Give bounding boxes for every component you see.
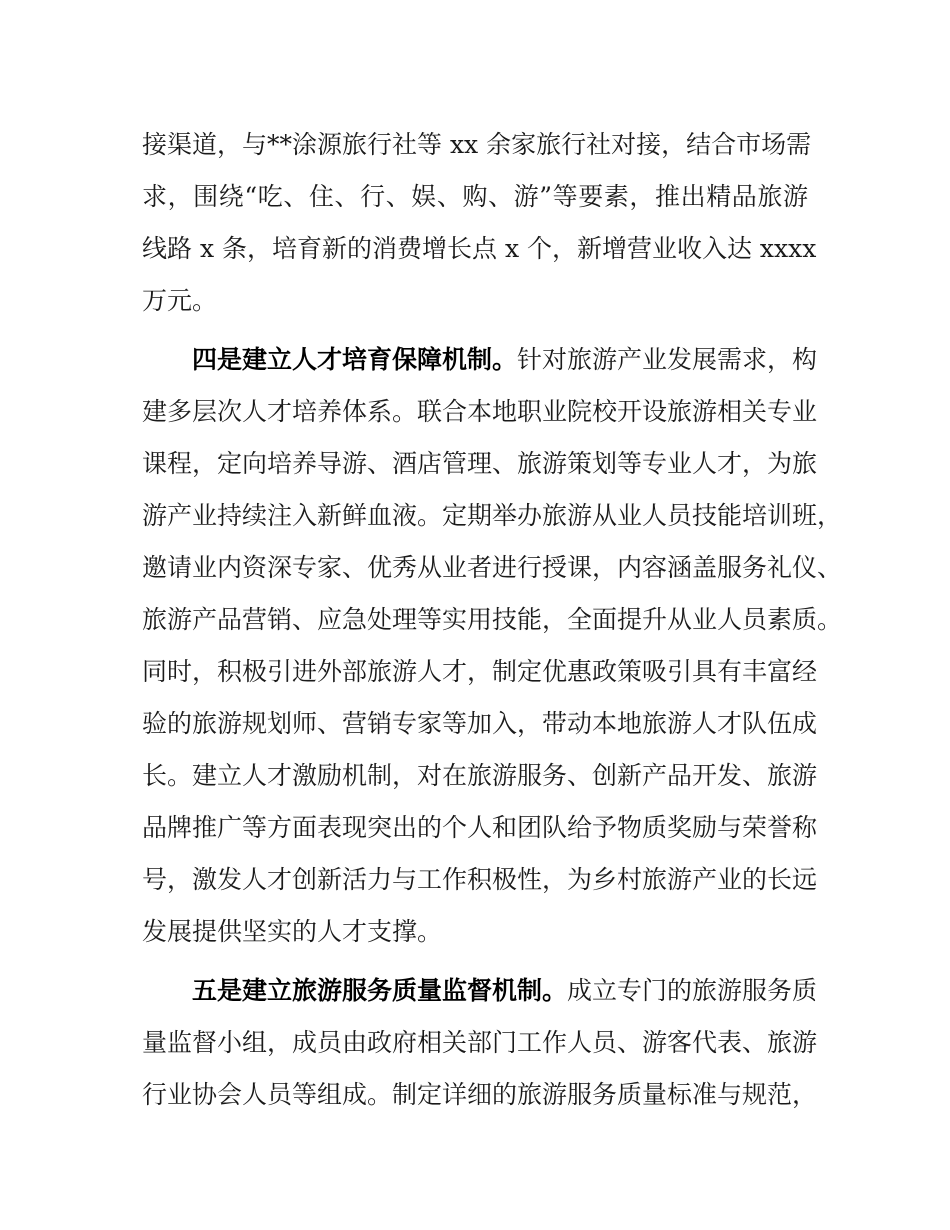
line-text: 针对旅游产业发展需求，构	[517, 345, 818, 374]
text-line	[142, 965, 818, 1017]
text-line	[142, 542, 843, 594]
text-line	[142, 750, 818, 802]
text-line	[142, 438, 818, 490]
line-text: 求，围绕“吃、住、行、娱、购、游”等要素，推出精品旅游	[142, 182, 808, 211]
line-text: 号，激发人才创新活力与工作积极性，为乡村旅游产业的长远	[142, 865, 818, 894]
line-text: 邀请业内资深专家、优秀从业者进行授课，内容涵盖服务礼仪、	[142, 553, 843, 582]
line-text: 建多层次人才培养体系。联合本地职业院校开设旅游相关专业	[142, 397, 818, 426]
line-text: 成立专门的旅游服务质	[567, 976, 818, 1005]
text-line	[142, 594, 843, 646]
line-text: 旅游产品营销、应急处理等实用技能，全面提升从业人员素质。	[142, 605, 843, 634]
text-line	[142, 698, 818, 750]
line-text: 课程，定向培养导游、酒店管理、旅游策划等专业人才，为旅	[142, 449, 818, 478]
paragraph	[142, 334, 843, 958]
text-line	[142, 854, 818, 906]
text-line	[142, 906, 808, 958]
text-line	[142, 802, 818, 854]
text-line	[142, 1069, 818, 1121]
line-text: 万元。	[142, 286, 218, 315]
paragraph	[142, 119, 817, 327]
text-line	[142, 275, 808, 327]
paragraph-heading: 五是建立旅游服务质量监督机制。	[192, 976, 568, 1005]
text-line	[142, 1017, 818, 1069]
line-text: 线路 x 条，培育新的消费增长点 x 个，新增营业收入达 xxxx	[142, 234, 817, 263]
text-line	[142, 334, 818, 386]
line-text: 量监督小组，成员由政府相关部门工作人员、游客代表、旅游	[142, 1028, 818, 1057]
text-line	[142, 171, 808, 223]
line-text: 接渠道，与**涂源旅行社等 xx 余家旅行社对接，结合市场需	[142, 130, 812, 159]
text-line	[142, 490, 843, 542]
document-page	[142, 119, 843, 1128]
paragraph-heading: 四是建立人才培育保障机制。	[192, 345, 518, 374]
line-text: 长。建立人才激励机制，对在旅游服务、创新产品开发、旅游	[142, 761, 818, 790]
text-line	[142, 646, 818, 698]
line-text: 品牌推广等方面表现突出的个人和团队给予物质奖励与荣誉称	[142, 813, 818, 842]
line-text: 行业协会人员等组成。制定详细的旅游服务质量标准与规范，	[142, 1080, 818, 1109]
line-text: 发展提供坚实的人才支撑。	[142, 917, 443, 946]
line-text: 验的旅游规划师、营销专家等加入，带动本地旅游人才队伍成	[142, 709, 818, 738]
text-line	[142, 119, 812, 171]
paragraph	[142, 965, 818, 1121]
text-line	[142, 386, 818, 438]
line-text: 同时，积极引进外部旅游人才，制定优惠政策吸引具有丰富经	[142, 657, 818, 686]
line-text: 游产业持续注入新鲜血液。定期举办旅游从业人员技能培训班，	[142, 501, 843, 530]
text-line	[142, 223, 817, 275]
